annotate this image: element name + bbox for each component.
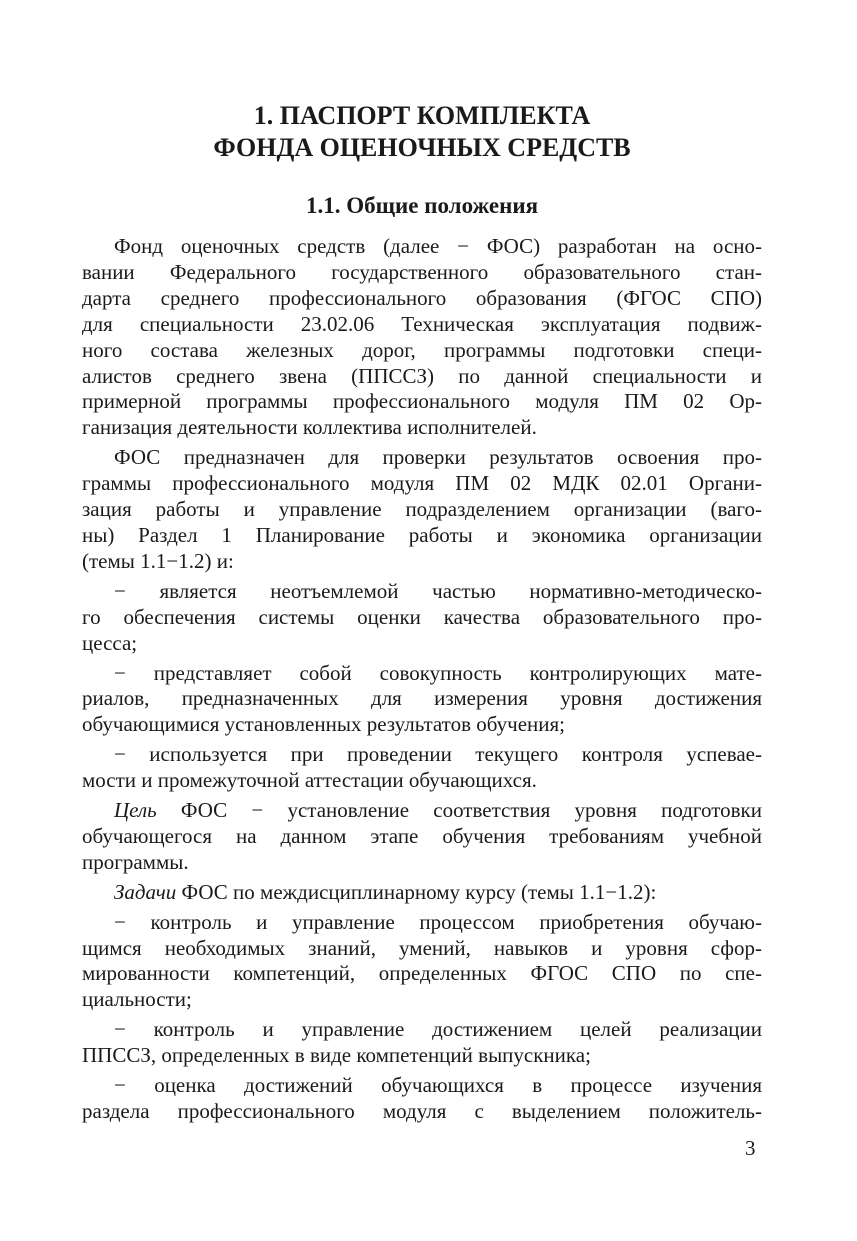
text-line: программы. (82, 849, 189, 874)
list-item-2 (82, 661, 762, 739)
text-line: (темы 1.1−1.2) и: (82, 548, 234, 573)
text-line: циальности; (82, 987, 192, 1012)
section-title: 1.1. Общие положения (305, 193, 539, 218)
text-line: дарта среднего профессионального образования (ФГОС СПО) (82, 285, 762, 310)
text-line: обучающегося на данном этапе обучения требованиям учебной (82, 823, 762, 848)
text-line: риалов, предназначенных для измерения уровня достижения (82, 686, 762, 711)
text-line: граммы профессионального модуля ПМ 02 МДК 02.01 Органи- (82, 471, 762, 496)
text-line: − представляет собой совокупность контролирующих мате- (114, 660, 762, 685)
page-body (82, 100, 762, 1129)
list-item-1 (82, 579, 762, 657)
task-item-2 (82, 1017, 762, 1069)
paragraph-tasks (82, 880, 762, 906)
text-line: − контроль и управление процессом приобретения обучаю- (114, 909, 762, 934)
text-line: − контроль и управление достижением целей реализации (114, 1017, 762, 1042)
text-line: го обеспечения системы оценки качества образовательного про- (82, 604, 762, 629)
page-number: 3 (745, 1136, 756, 1160)
text-line: − является неотъемлемой частью нормативно-методическо- (114, 578, 762, 603)
text-line: цесса; (82, 630, 138, 655)
task-item-1 (82, 910, 762, 1014)
chapter-heading (82, 100, 762, 164)
text-line: ны) Раздел 1 Планирование работы и экономика организации (82, 522, 762, 547)
paragraph-intro (82, 234, 762, 441)
text-line: − оценка достижений обучающихся в процессе изучения (114, 1073, 762, 1098)
text-line: обучающимися установленных результатов обучения; (82, 712, 565, 737)
text-line: зация работы и управление подразделением организации (ваго- (82, 497, 762, 522)
tasks-prefix: ФОС (176, 879, 234, 904)
text-line: ганизация деятельности коллектива исполнителей. (82, 415, 537, 440)
text-line (82, 798, 762, 824)
text-line: мированности компетенций, определенных ФГОС СПО по спе- (82, 961, 762, 986)
text-line: − используется при проведении текущего контроля успевае- (114, 742, 762, 767)
text-line: ППССЗ, определенных в виде компетенций выпускника; (82, 1043, 591, 1068)
tasks-word: Задачи (114, 879, 177, 904)
text-line: раздела профессионального модуля с выделением положитель- (82, 1099, 762, 1123)
text-line: примерной программы профессионального модуля ПМ 02 Ор- (82, 389, 762, 414)
text-line: для специальности 23.02.06 Техническая эксплуатация подвиж- (82, 311, 762, 336)
paragraph-purpose (82, 445, 762, 575)
text-line: ного состава железных дорог, программы подготовки специ- (82, 337, 762, 362)
chapter-heading-line-2: ФОНДА ОЦЕНОЧНЫХ СРЕДСТВ (213, 133, 631, 162)
paragraph-goal (82, 798, 762, 876)
text-line (82, 880, 762, 906)
chapter-heading-line-1: 1. ПАСПОРТ КОМПЛЕКТА (253, 101, 591, 130)
text-line: ФОС предназначен для проверки результатов освоения про- (114, 445, 762, 470)
text-line: щимся необходимых знаний, умений, навыков и уровня сфор- (82, 935, 762, 960)
tasks-text: по междисциплинарному курсу (темы 1.1−1.2): (233, 879, 657, 904)
text-line: Фонд оценочных средств (далее − ФОС) разработан на осно- (114, 234, 762, 258)
text-line: мости и промежуточной аттестации обучающихся. (82, 768, 537, 793)
list-item-3 (82, 742, 762, 794)
text-line: алистов среднего звена (ППССЗ) по данной специальности и (82, 363, 762, 388)
text-line: вании Федерального государственного образовательного стан- (82, 259, 762, 284)
goal-prefix: ФОС − (156, 798, 288, 823)
task-item-3 (82, 1073, 762, 1125)
goal-word: Цель (114, 798, 157, 823)
goal-text: установление соответствия уровня подготовки (287, 798, 762, 823)
